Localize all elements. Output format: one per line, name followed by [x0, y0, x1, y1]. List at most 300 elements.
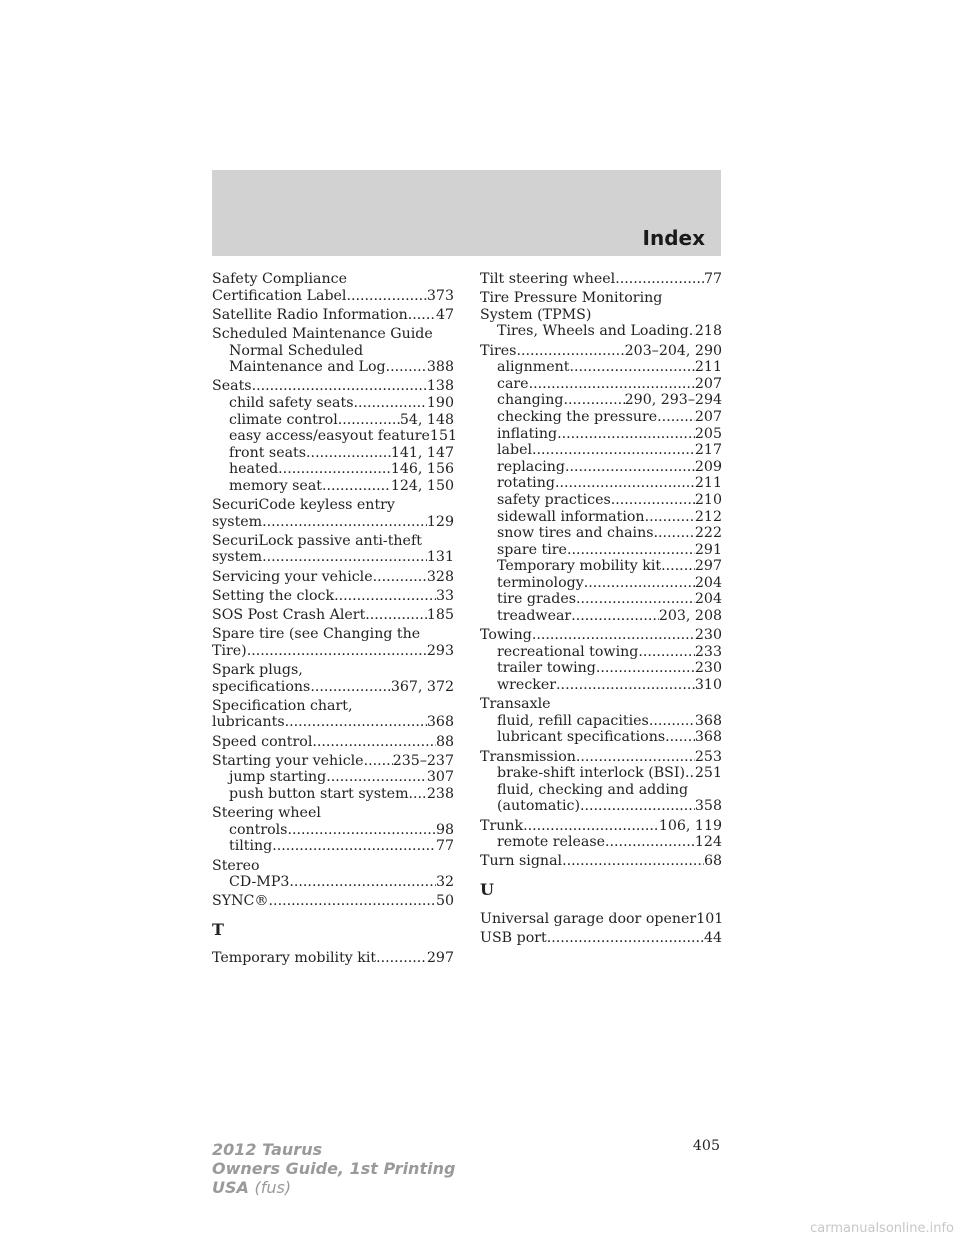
- entry-term: checking the pressure: [497, 408, 658, 425]
- entry-term: inflating: [497, 425, 558, 442]
- footer-print-info: [212, 1140, 455, 1197]
- entry-page-ref: 203–204, 290: [624, 342, 722, 359]
- index-entry: [212, 662, 454, 695]
- dot-leader: [364, 753, 393, 770]
- entry-term: Spark plugs,: [212, 662, 303, 678]
- entry-term: specifications: [212, 678, 311, 695]
- entry-term: Temporary mobility kit: [497, 558, 662, 575]
- entry-page-ref: 106, 119: [658, 817, 722, 834]
- entry-term: treadwear: [497, 608, 572, 625]
- entry-term: Normal Scheduled: [229, 342, 364, 359]
- dot-leader: [661, 558, 695, 575]
- index-entry: [480, 911, 722, 928]
- dot-leader: [645, 509, 695, 526]
- index-subentry: [212, 428, 458, 445]
- dot-leader: [373, 569, 427, 586]
- entry-page-ref: 310: [694, 677, 722, 694]
- index-entry: [212, 698, 454, 731]
- index-subentry: [480, 492, 722, 509]
- entry-term: wrecker: [497, 677, 557, 694]
- entry-term: Safety Compliance: [212, 271, 347, 287]
- entry-term: Towing: [480, 627, 532, 644]
- entry-term: system: [212, 549, 263, 566]
- entry-term: sidewall information: [497, 508, 645, 525]
- index-subentry: [212, 838, 454, 855]
- index-subentry: [212, 412, 454, 429]
- entry-page-ref: 218: [694, 323, 722, 340]
- entry-term: remote release: [497, 834, 606, 851]
- entry-term: push button start system: [229, 785, 409, 802]
- entry-page-ref: 328: [426, 568, 454, 585]
- entry-term: Setting the clock: [212, 587, 335, 604]
- index-entry: [212, 734, 454, 751]
- entry-page-ref: 230: [694, 660, 722, 677]
- entry-term: Tires, Wheels and Loading: [497, 323, 689, 340]
- dot-leader: [529, 376, 695, 393]
- entry-page-ref: 217: [694, 442, 722, 459]
- entry-term: alignment: [497, 359, 570, 376]
- index-entry: [212, 893, 454, 910]
- index-column-right: [480, 271, 722, 949]
- index-subentry: [480, 409, 722, 426]
- entry-page-ref: 253: [694, 748, 722, 765]
- entry-page-ref: 44: [703, 929, 722, 946]
- entry-term: safety practices: [497, 491, 611, 508]
- entry-page-ref: 151: [429, 428, 458, 445]
- dot-leader: [252, 378, 427, 395]
- entry-page-ref: 222: [694, 525, 722, 542]
- dot-leader: [346, 288, 426, 305]
- dot-leader: [576, 749, 695, 766]
- footer-edition: Owners Guide, 1st Printing: [212, 1159, 456, 1178]
- entry-page-ref: 291: [694, 541, 722, 558]
- entry-page-ref: 129: [426, 513, 454, 530]
- index-subentry: [480, 798, 722, 815]
- dot-leader: [596, 660, 695, 677]
- dot-leader: [532, 442, 695, 459]
- footer-model: 2012 Taurus: [212, 1140, 323, 1159]
- entry-page-ref: 77: [703, 271, 722, 287]
- index-subentry: [212, 359, 454, 376]
- index-entry-line: [480, 696, 722, 713]
- entry-term: Scheduled Maintenance Guide: [212, 325, 433, 342]
- dot-leader: [571, 608, 659, 625]
- entry-term: care: [497, 375, 529, 392]
- index-entry-line: [212, 514, 454, 531]
- entry-term: front seats: [229, 444, 307, 461]
- index-subentry: [480, 782, 722, 799]
- dot-leader: [408, 307, 436, 324]
- index-subentry: [480, 834, 722, 851]
- index-entry-line: [212, 662, 454, 679]
- index-entry: [480, 290, 722, 340]
- entry-page-ref: 204: [694, 591, 722, 608]
- index-subentry: [480, 713, 722, 730]
- index-entry: [212, 497, 454, 530]
- index-subentry: [480, 392, 722, 409]
- index-entry-line: [480, 307, 722, 324]
- index-entry-line: [212, 307, 454, 324]
- index-entry-line: [480, 818, 722, 835]
- entry-page-ref: 98: [435, 821, 454, 838]
- entry-term: Tire): [212, 642, 247, 659]
- index-column-left: [212, 271, 458, 970]
- entry-page-ref: 131: [426, 549, 454, 566]
- entry-page-ref: 238: [426, 785, 454, 802]
- index-subentry: [480, 376, 722, 393]
- dot-leader: [523, 818, 659, 835]
- index-entry: [212, 753, 454, 803]
- index-subentry: [480, 359, 722, 376]
- entry-page-ref: 68: [703, 853, 722, 870]
- dot-leader: [338, 412, 400, 429]
- entry-term: system: [212, 513, 263, 530]
- dot-leader: [547, 930, 704, 947]
- index-subentry: [480, 765, 722, 782]
- entry-term: Stereo: [212, 857, 260, 874]
- index-entry-line: [212, 288, 454, 305]
- index-entry-line: [212, 533, 454, 550]
- footer-region: USA (fus): [212, 1178, 292, 1197]
- entry-term: trailer towing: [497, 660, 596, 677]
- dot-leader: [567, 542, 695, 559]
- entry-page-ref: 54, 148: [399, 411, 454, 428]
- entry-page-ref: 203, 208: [658, 608, 722, 625]
- index-entry-line: [212, 714, 454, 731]
- entry-page-ref: 367, 372: [390, 678, 454, 695]
- index-entry: [480, 627, 722, 693]
- index-subentry: [212, 478, 454, 495]
- index-subentry: [480, 509, 722, 526]
- index-entry: [480, 853, 722, 870]
- dot-leader: [278, 461, 391, 478]
- entry-page-ref: 358: [694, 798, 722, 815]
- entry-term: memory seat: [229, 477, 322, 494]
- entry-term: Tire Pressure Monitoring: [480, 290, 663, 307]
- index-entry: [480, 271, 722, 288]
- index-subentry: [480, 426, 722, 443]
- index-entry-line: [212, 497, 454, 514]
- entry-page-ref: 50: [435, 893, 454, 910]
- dot-leader: [287, 822, 435, 839]
- index-letter-heading: T: [212, 919, 224, 939]
- entry-page-ref: 368: [694, 729, 722, 746]
- watermark: carmanualsonline.info: [810, 1221, 954, 1236]
- entry-page-ref: 146, 156: [390, 461, 454, 478]
- entry-page-ref: 205: [694, 425, 722, 442]
- entry-term: Maintenance and Log: [229, 359, 386, 376]
- entry-page-ref: 297: [694, 558, 722, 575]
- dot-leader: [654, 525, 695, 542]
- index-subentry: [480, 644, 722, 661]
- entry-page-ref: 190: [426, 394, 454, 411]
- entry-term: Specification chart,: [212, 697, 353, 714]
- entry-term: System (TPMS): [480, 306, 592, 323]
- entry-term: SecuriCode keyless entry: [212, 497, 395, 514]
- dot-leader: [262, 514, 427, 531]
- dot-leader: [353, 395, 426, 412]
- dot-leader: [638, 644, 695, 661]
- index-subentry: [480, 575, 722, 592]
- entry-term: SOS Post Crash Alert: [212, 607, 366, 624]
- index-entry-line: [212, 858, 454, 875]
- index-entry: [212, 588, 454, 605]
- index-entry-line: [480, 343, 722, 360]
- entry-page-ref: 207: [694, 375, 722, 392]
- entry-term: USB port: [480, 929, 547, 946]
- index-entry-line: [212, 698, 454, 715]
- dot-leader: [247, 643, 427, 660]
- index-entry: [212, 805, 454, 855]
- dot-leader: [685, 765, 695, 782]
- entry-term: Temporary mobility kit: [212, 950, 377, 967]
- entry-page-ref: 124, 150: [390, 477, 454, 494]
- index-subentry: [480, 660, 722, 677]
- dot-leader: [310, 679, 391, 696]
- dot-leader: [565, 459, 695, 476]
- entry-term: Spare tire (see Changing the: [212, 626, 421, 643]
- index-entry: [212, 533, 454, 566]
- entry-page-ref: 235–237: [392, 752, 454, 769]
- entry-term: Speed control: [212, 733, 313, 750]
- entry-page-ref: 368: [694, 712, 722, 729]
- index-entry: [212, 626, 454, 659]
- entry-term: controls: [229, 821, 288, 838]
- entry-page-ref: 47: [435, 306, 454, 323]
- entry-term: tilting: [229, 838, 273, 855]
- entry-term: lubricant specifications: [497, 729, 666, 746]
- index-entry-line: [212, 626, 454, 643]
- entry-term: snow tires and chains: [497, 525, 654, 542]
- entry-term: Tires: [480, 342, 517, 359]
- entry-page-ref: 207: [694, 408, 722, 425]
- dot-leader: [269, 893, 436, 910]
- entry-term: heated: [229, 461, 279, 478]
- dot-leader: [272, 838, 436, 855]
- index-subentry: [212, 343, 454, 360]
- entry-term: child safety seats: [229, 394, 354, 411]
- index-subentry: [480, 459, 722, 476]
- entry-term: Trunk: [480, 817, 524, 834]
- entry-term: (automatic): [497, 798, 581, 815]
- entry-term: Turn signal: [480, 853, 563, 870]
- index-subentry: [480, 442, 722, 459]
- index-entry-line: [212, 569, 454, 586]
- index-entry-line: [212, 607, 454, 624]
- dot-leader: [334, 588, 436, 605]
- dot-leader: [386, 359, 427, 376]
- entry-term: spare tire: [497, 541, 567, 558]
- index-entry: [212, 569, 454, 586]
- entry-page-ref: 290, 293–294: [624, 392, 722, 409]
- dot-leader: [312, 734, 436, 751]
- index-entry-line: [480, 930, 722, 947]
- entry-term: recreational towing: [497, 643, 639, 660]
- index-entry: [480, 696, 722, 746]
- dot-leader: [657, 409, 695, 426]
- entry-page-ref: 373: [426, 287, 454, 304]
- dot-leader: [532, 627, 695, 644]
- entry-page-ref: 307: [426, 769, 454, 786]
- entry-term: lubricants: [212, 714, 285, 731]
- entry-page-ref: 33: [435, 587, 454, 604]
- dot-leader: [605, 834, 695, 851]
- index-entry: [212, 326, 454, 376]
- dot-leader: [611, 492, 695, 509]
- index-entry-line: [212, 753, 454, 770]
- index-entry-line: [212, 271, 454, 288]
- entry-term: fluid, checking and adding: [497, 781, 689, 798]
- footer-region-code: (fus): [254, 1178, 292, 1197]
- index-entry-line: [480, 853, 722, 870]
- index-entry-line: [212, 549, 454, 566]
- dot-leader: [409, 786, 427, 803]
- index-entry-line: [212, 734, 454, 751]
- index-subentry: [212, 445, 454, 462]
- entry-page-ref: 138: [426, 378, 454, 395]
- entry-page-ref: 293: [426, 642, 454, 659]
- dot-leader: [555, 475, 695, 492]
- index-entry: [212, 271, 454, 304]
- index-subentry: [480, 729, 722, 746]
- index-entry-line: [480, 627, 722, 644]
- dot-leader: [262, 549, 427, 566]
- entry-page-ref: 368: [426, 714, 454, 731]
- entry-term: Transaxle: [480, 696, 551, 713]
- entry-term: Certification Label: [212, 287, 347, 304]
- dot-leader: [376, 950, 427, 967]
- index-subentry: [480, 323, 722, 340]
- index-entry: [480, 930, 722, 947]
- index-subentry: [212, 874, 454, 891]
- entry-page-ref: 204: [694, 574, 722, 591]
- index-entry: [212, 378, 458, 494]
- index-entry: [480, 343, 722, 625]
- entry-term: easy access/easyout feature: [229, 428, 430, 445]
- dot-leader: [322, 478, 391, 495]
- index-entry-line: [212, 805, 454, 822]
- index-letter-heading: U: [480, 879, 494, 899]
- dot-leader: [365, 607, 427, 624]
- dot-leader: [665, 729, 695, 746]
- index-subentry: [212, 822, 454, 839]
- index-subentry: [212, 786, 454, 803]
- index-subentry: [212, 769, 454, 786]
- index-subentry: [480, 558, 722, 575]
- entry-page-ref: 124: [694, 834, 722, 851]
- entry-term: Steering wheel: [212, 805, 321, 822]
- entry-term: Servicing your vehicle: [212, 568, 373, 585]
- dot-leader: [516, 343, 624, 360]
- entry-term: replacing: [497, 458, 565, 475]
- entry-term: Tilt steering wheel: [480, 271, 616, 287]
- entry-page-ref: 141, 147: [390, 444, 454, 461]
- index-subentry: [212, 395, 454, 412]
- index-entry-line: [212, 679, 454, 696]
- dot-leader: [580, 798, 695, 815]
- index-subentry: [480, 591, 722, 608]
- index-subentry: [480, 525, 722, 542]
- index-subentry: [480, 542, 722, 559]
- entry-term: SYNC®: [212, 893, 269, 910]
- section-title: Index: [642, 226, 705, 250]
- entry-term: jump starting: [229, 769, 327, 786]
- entry-page-ref: 388: [426, 359, 454, 376]
- page-number: 405: [692, 1138, 720, 1154]
- index-entry-line: [480, 749, 722, 766]
- index-entry-line: [212, 588, 454, 605]
- index-entry: [212, 307, 454, 324]
- dot-leader: [557, 426, 695, 443]
- entry-term: CD-MP3: [229, 874, 290, 891]
- entry-page-ref: 211: [694, 475, 722, 492]
- entry-page-ref: 210: [694, 491, 722, 508]
- index-entry-line: [212, 643, 454, 660]
- entry-term: terminology: [497, 574, 584, 591]
- entry-term: Satellite Radio Information: [212, 306, 408, 323]
- entry-term: Universal garage door opener: [480, 910, 697, 927]
- index-entry-line: [480, 271, 722, 288]
- dot-leader: [306, 445, 391, 462]
- entry-term: tire grades: [497, 591, 577, 608]
- entry-page-ref: 185: [426, 607, 454, 624]
- dot-leader: [564, 392, 625, 409]
- entry-page-ref: 77: [435, 838, 454, 855]
- entry-page-ref: 209: [694, 458, 722, 475]
- entry-page-ref: 230: [694, 627, 722, 644]
- index-subentry: [480, 677, 722, 694]
- index-entry-line: [212, 950, 454, 967]
- dot-leader: [569, 359, 694, 376]
- entry-page-ref: 212: [694, 508, 722, 525]
- index-subentry: [480, 475, 722, 492]
- index-entry-line: [212, 326, 454, 343]
- entry-term: changing: [497, 392, 564, 409]
- index-entry-line: [480, 290, 722, 307]
- dot-leader: [584, 575, 695, 592]
- entry-page-ref: 297: [426, 950, 454, 967]
- entry-term: label: [497, 442, 533, 459]
- index-entry: [212, 858, 454, 891]
- entry-term: rotating: [497, 475, 555, 492]
- index-entry-line: [212, 893, 454, 910]
- dot-leader: [649, 713, 695, 730]
- index-entry-line: [212, 378, 454, 395]
- dot-leader: [576, 591, 695, 608]
- entry-term: climate control: [229, 411, 338, 428]
- entry-page-ref: 233: [694, 643, 722, 660]
- dot-leader: [289, 874, 436, 891]
- header-band: [212, 170, 721, 256]
- dot-leader: [615, 271, 704, 288]
- dot-leader: [562, 853, 704, 870]
- entry-term: Seats: [212, 378, 252, 395]
- entry-page-ref: 251: [694, 765, 722, 782]
- entry-page-ref: 32: [435, 874, 454, 891]
- index-entry-line: [480, 911, 722, 928]
- entry-page-ref: 101: [696, 910, 724, 927]
- dot-leader: [285, 714, 427, 731]
- index-subentry: [212, 461, 454, 478]
- dot-leader: [326, 769, 427, 786]
- entry-term: Transmission: [480, 748, 576, 765]
- entry-term: SecuriLock passive anti-theft: [212, 532, 422, 549]
- index-entry: [212, 950, 454, 967]
- dot-leader: [556, 677, 695, 694]
- entry-term: fluid, refill capacities: [497, 712, 649, 729]
- entry-term: Starting your vehicle: [212, 752, 364, 769]
- index-entry: [480, 818, 722, 851]
